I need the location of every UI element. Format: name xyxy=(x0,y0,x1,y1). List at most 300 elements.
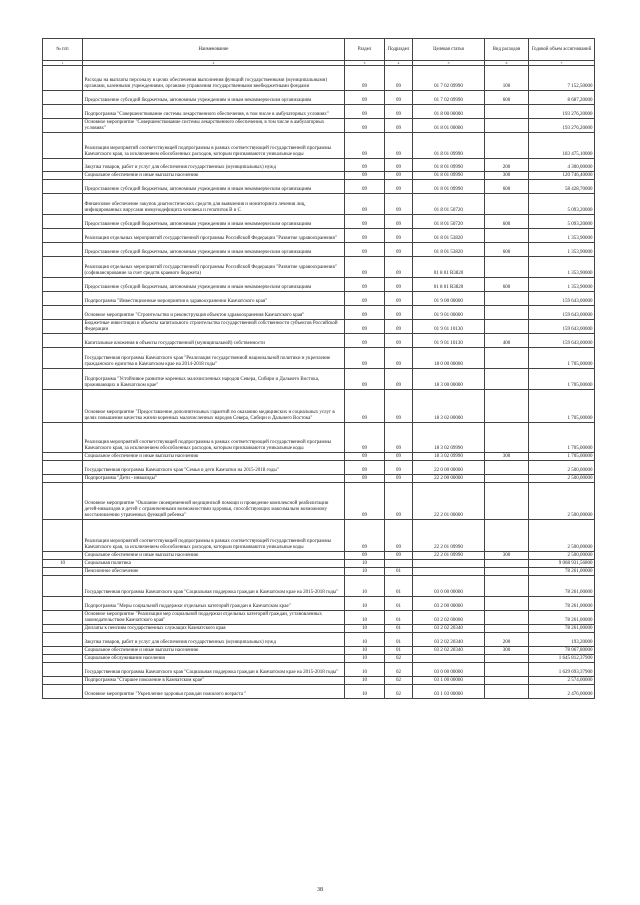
row-section: 10 xyxy=(345,597,385,611)
row-subsection: 09 xyxy=(385,461,413,475)
row-expense-type xyxy=(485,611,529,625)
row-name: Подпрограмма "Инвестиционные мероприятия в здравоохранении Камчатского края" xyxy=(83,292,345,306)
row-amount: 1 353,90000 xyxy=(529,243,595,257)
row-section: 09 xyxy=(345,215,385,229)
row-name: Предоставление субсидий бюджетным, автономным учреждениям и иным некоммерческим организациям xyxy=(83,180,345,194)
row-section: 09 xyxy=(345,552,385,560)
row-section: 10 xyxy=(345,677,385,685)
table-row xyxy=(43,576,595,597)
table-row xyxy=(43,647,595,655)
row-number xyxy=(43,633,83,647)
row-name: Основное мероприятие "Реализация мер социальной поддержки отдельных категорий граждан, установленных законодательством Камчатского края" xyxy=(83,611,345,625)
row-number xyxy=(43,119,83,133)
column-index: 4 xyxy=(385,61,413,66)
row-section: 10 xyxy=(345,576,385,597)
row-section: 09 xyxy=(345,105,385,119)
row-section: 09 xyxy=(345,229,385,243)
table-row xyxy=(43,369,595,390)
row-target-code: 18 3 02 09990 xyxy=(413,423,485,453)
row-amount: 78 261,00000 xyxy=(529,625,595,633)
row-name: Основное мероприятие "Предоставление дополнительных гарантий по оказанию медицинских и социальных услуг в целях повышения качества жизни коренных малочисленных народов Севера, Сибири и Дальнего Востока" xyxy=(83,390,345,423)
row-section: 09 xyxy=(345,334,385,348)
row-name: Реализация отдельных мероприятий государственной программы Российской Федерации "Развитие здравоохранения" (софинансирование за счет средств краевого бюджета) xyxy=(83,257,345,278)
row-subsection: 09 xyxy=(385,243,413,257)
row-name: Предоставление субсидий бюджетным, автономным учреждениям и иным некоммерческим организациям xyxy=(83,91,345,105)
row-subsection: 01 xyxy=(385,597,413,611)
row-amount: 5 093,20000 xyxy=(529,215,595,229)
row-name: Социальное обеспечение и иные выплаты населению xyxy=(83,172,345,180)
row-number xyxy=(43,625,83,633)
row-expense-type xyxy=(485,461,529,475)
row-target-code: 22 2 00 00000 xyxy=(413,475,485,483)
row-section: 09 xyxy=(345,180,385,194)
row-number xyxy=(43,133,83,159)
row-subsection: 01 xyxy=(385,647,413,655)
row-subsection: 01 xyxy=(385,633,413,647)
row-amount: 1 705,00000 xyxy=(529,453,595,461)
header-expense: Вид расходов xyxy=(485,39,529,61)
row-number xyxy=(43,306,83,320)
column-index: 5 xyxy=(413,61,485,66)
row-subsection: 09 xyxy=(385,105,413,119)
row-target-code: 01 8 01 50720 xyxy=(413,215,485,229)
row-target-code: 03 0 00 00000 xyxy=(413,576,485,597)
row-number xyxy=(43,663,83,677)
row-target-code: 03 1 03 00000 xyxy=(413,685,485,699)
header-subsection: Подраздел xyxy=(385,39,413,61)
row-name: Закупка товаров, работ и услуг для обеспечения государственных (муниципальных) нужд xyxy=(83,633,345,647)
row-subsection: 09 xyxy=(385,172,413,180)
row-section: 09 xyxy=(345,475,385,483)
row-section: 09 xyxy=(345,278,385,292)
row-target-code: 01 7 02 09990 xyxy=(413,66,485,91)
row-section: 09 xyxy=(345,91,385,105)
row-expense-type: 600 xyxy=(485,215,529,229)
row-section: 09 xyxy=(345,172,385,180)
row-section: 09 xyxy=(345,483,385,520)
header-name: Наименование xyxy=(83,39,345,61)
row-name: Финансовое обеспечение закупок диагностических средств для выявления и мониторинга лечения лиц, инфицированных вирусами иммунодефицита человека и гепатитов В и С xyxy=(83,194,345,215)
row-target-code: 18 3 02 09990 xyxy=(413,453,485,461)
row-name: Социальное обеспечение и иные выплаты населению xyxy=(83,552,345,560)
row-amount: 2 500,00000 xyxy=(529,483,595,520)
budget-table xyxy=(42,38,595,699)
row-expense-type xyxy=(485,105,529,119)
row-name: Бюджетные инвестиции в объекты капитального строительства государственной собственности субъектов Российской Федерации xyxy=(83,320,345,334)
row-expense-type xyxy=(485,348,529,369)
row-section: 09 xyxy=(345,133,385,159)
table-row xyxy=(43,257,595,278)
row-amount: 8 687,20000 xyxy=(529,91,595,105)
row-subsection: 09 xyxy=(385,552,413,560)
row-section: 10 xyxy=(345,611,385,625)
row-name: Реализация отдельных мероприятий государственной программы Российской Федерации "Развитие здравоохранения" xyxy=(83,229,345,243)
row-amount: 78 067,80000 xyxy=(529,647,595,655)
header-num: № п/п xyxy=(43,39,83,61)
row-section: 10 xyxy=(345,655,385,663)
row-number xyxy=(43,348,83,369)
row-name: Государственная программа Камчатского края "Семья и дети Камчатки на 2015-2018 годы" xyxy=(83,461,345,475)
document-page xyxy=(42,38,594,699)
row-number xyxy=(43,423,83,453)
row-amount: 1 705,00000 xyxy=(529,369,595,390)
row-subsection: 09 xyxy=(385,278,413,292)
row-section: 10 xyxy=(345,663,385,677)
row-name: Подпрограмма "Устойчивое развитие коренных малочисленных народов Севера, Сибири и Дальнего Востока, проживающих в Камчатском крае" xyxy=(83,369,345,390)
row-name: Подпрограмма "Старшее поколение в Камчатском крае" xyxy=(83,677,345,685)
row-subsection: 09 xyxy=(385,306,413,320)
table-row xyxy=(43,306,595,320)
row-amount: 193 276,20000 xyxy=(529,119,595,133)
table-row xyxy=(43,105,595,119)
row-expense-type xyxy=(485,568,529,576)
row-number: 10 xyxy=(43,560,83,568)
row-target-code: 03 2 02 20340 xyxy=(413,625,485,633)
table-row xyxy=(43,159,595,172)
row-name: Социальное обслуживание населения xyxy=(83,655,345,663)
row-name: Основное мероприятие "Оказание своевременной медицинской помощи и проведение комплексной реабилитации детей-инвалидов и детей с ограниченными возможностями здоровья, способствующих максимально возможному восстановлению утраченных функций ребенка" xyxy=(83,483,345,520)
row-expense-type: 400 xyxy=(485,334,529,348)
row-number xyxy=(43,475,83,483)
table-row xyxy=(43,655,595,663)
row-amount: 159 643,00000 xyxy=(529,320,595,334)
row-subsection: 09 xyxy=(385,334,413,348)
row-subsection: 09 xyxy=(385,119,413,133)
row-number xyxy=(43,229,83,243)
table-row xyxy=(43,229,595,243)
table-row xyxy=(43,390,595,423)
row-number xyxy=(43,568,83,576)
row-target-code: 03 2 00 00000 xyxy=(413,597,485,611)
row-expense-type xyxy=(485,194,529,215)
row-target-code: 22 2 01 09990 xyxy=(413,552,485,560)
row-number xyxy=(43,369,83,390)
table-row xyxy=(43,520,595,552)
row-expense-type xyxy=(485,663,529,677)
row-number xyxy=(43,483,83,520)
row-section: 09 xyxy=(345,320,385,334)
row-subsection: 09 xyxy=(385,369,413,390)
row-number xyxy=(43,194,83,215)
row-amount: 183 475,10000 xyxy=(529,133,595,159)
table-row xyxy=(43,91,595,105)
row-target-code: 01 8 01 09990 xyxy=(413,133,485,159)
row-target-code: 01 8 01 R3820 xyxy=(413,278,485,292)
table-row xyxy=(43,348,595,369)
row-name: Предоставление субсидий бюджетным, автономным учреждениям и иным некоммерческим организациям xyxy=(83,278,345,292)
row-subsection: 09 xyxy=(385,483,413,520)
row-target-code: 01 9 00 00000 xyxy=(413,292,485,306)
row-name: Социальная политика xyxy=(83,560,345,568)
row-section: 09 xyxy=(345,119,385,133)
page-number: 38 xyxy=(317,887,323,893)
table-row xyxy=(43,483,595,520)
row-amount: 1 353,90000 xyxy=(529,229,595,243)
row-expense-type xyxy=(485,320,529,334)
row-target-code: 03 2 02 20340 xyxy=(413,647,485,655)
row-number xyxy=(43,552,83,560)
row-name: Предоставление субсидий бюджетным, автономным учреждениям и иным некоммерческим организациям xyxy=(83,243,345,257)
row-target-code xyxy=(413,655,485,663)
row-expense-type: 200 xyxy=(485,633,529,647)
row-name: Капитальные вложения в объекты государственной (муниципальной) собственности xyxy=(83,334,345,348)
table-header-row xyxy=(43,39,595,61)
row-name: Государственная программа Камчатского края "Социальная поддержка граждан в Камчатском крае на 2015-2018 годы" xyxy=(83,576,345,597)
table-row xyxy=(43,685,595,699)
row-name: Социальное обеспечение и иные выплаты населению xyxy=(83,647,345,655)
row-section: 09 xyxy=(345,292,385,306)
row-subsection: 09 xyxy=(385,133,413,159)
row-target-code: 01 8 01 R3820 xyxy=(413,257,485,278)
row-target-code: 01 9 01 10130 xyxy=(413,334,485,348)
row-section: 10 xyxy=(345,568,385,576)
row-target-code: 01 9 01 00000 xyxy=(413,306,485,320)
row-target-code: 01 8 01 53820 xyxy=(413,243,485,257)
row-subsection: 02 xyxy=(385,655,413,663)
column-index: 6 xyxy=(485,61,529,66)
row-name: Пенсионное обеспечение xyxy=(83,568,345,576)
row-target-code xyxy=(413,560,485,568)
row-expense-type: 300 xyxy=(485,647,529,655)
row-expense-type: 300 xyxy=(485,552,529,560)
row-number xyxy=(43,215,83,229)
table-row xyxy=(43,243,595,257)
row-amount: 4 300,00000 xyxy=(529,159,595,172)
row-amount: 7 152,50000 xyxy=(529,66,595,91)
table-row xyxy=(43,461,595,475)
row-number xyxy=(43,685,83,699)
table-row xyxy=(43,278,595,292)
table-row xyxy=(43,194,595,215)
row-expense-type xyxy=(485,292,529,306)
row-subsection: 09 xyxy=(385,257,413,278)
row-target-code xyxy=(413,568,485,576)
row-target-code: 03 1 00 00000 xyxy=(413,677,485,685)
row-section: 09 xyxy=(345,461,385,475)
row-target-code: 18 3 02 00000 xyxy=(413,390,485,423)
row-expense-type: 600 xyxy=(485,91,529,105)
row-name: Реализация мероприятий соответствующей подпрограммы в рамках соответствующей государственной программы Камчатского края, за исключением обособленных расходов, которым присваиваются уникальные коды xyxy=(83,423,345,453)
table-row xyxy=(43,119,595,133)
row-amount: 1 705,00000 xyxy=(529,348,595,369)
row-section: 09 xyxy=(345,423,385,453)
row-expense-type xyxy=(485,560,529,568)
row-number xyxy=(43,243,83,257)
row-number xyxy=(43,105,83,119)
row-expense-type xyxy=(485,685,529,699)
row-target-code: 01 8 01 00000 xyxy=(413,119,485,133)
table-row xyxy=(43,320,595,334)
row-amount: 2 500,00000 xyxy=(529,520,595,552)
row-amount: 5 093,20000 xyxy=(529,194,595,215)
table-row xyxy=(43,568,595,576)
row-subsection: 09 xyxy=(385,520,413,552)
row-expense-type xyxy=(485,677,529,685)
header-amount: Годовой объем ассигнований xyxy=(529,39,595,61)
row-name: Предоставление субсидий бюджетным, автономным учреждениям и иным некоммерческим организациям xyxy=(83,215,345,229)
row-amount: 78 261,00000 xyxy=(529,597,595,611)
row-section: 09 xyxy=(345,257,385,278)
row-target-code: 18 0 00 00000 xyxy=(413,348,485,369)
row-name: Реализация мероприятий соответствующей подпрограммы в рамках соответствующей государственной программы Камчатского края, за исключением обособленных расходов, которым присваиваются уникальные коды xyxy=(83,520,345,552)
row-subsection: 09 xyxy=(385,320,413,334)
row-section: 09 xyxy=(345,243,385,257)
row-expense-type xyxy=(485,625,529,633)
row-section: 09 xyxy=(345,348,385,369)
row-subsection: 09 xyxy=(385,475,413,483)
row-expense-type xyxy=(485,133,529,159)
row-number xyxy=(43,320,83,334)
row-number xyxy=(43,180,83,194)
row-expense-type xyxy=(485,520,529,552)
row-number xyxy=(43,278,83,292)
row-number xyxy=(43,520,83,552)
row-amount: 1 645 812,37900 xyxy=(529,655,595,663)
row-number xyxy=(43,390,83,423)
table-row xyxy=(43,633,595,647)
row-section: 10 xyxy=(345,647,385,655)
table-row xyxy=(43,334,595,348)
row-target-code: 01 7 02 09990 xyxy=(413,91,485,105)
row-expense-type xyxy=(485,257,529,278)
row-number xyxy=(43,91,83,105)
row-number xyxy=(43,611,83,625)
row-subsection: 09 xyxy=(385,215,413,229)
row-expense-type xyxy=(485,119,529,133)
row-subsection: 02 xyxy=(385,685,413,699)
row-name: Подпрограмма "Меры социальной поддержки отдельных категорий граждан в Камчатском крае" xyxy=(83,597,345,611)
row-expense-type xyxy=(485,597,529,611)
row-number xyxy=(43,655,83,663)
row-subsection: 02 xyxy=(385,677,413,685)
row-subsection: 09 xyxy=(385,180,413,194)
row-subsection: 09 xyxy=(385,390,413,423)
row-section: 09 xyxy=(345,369,385,390)
row-target-code: 22 2 01 09990 xyxy=(413,520,485,552)
table-row xyxy=(43,215,595,229)
row-target-code: 01 8 01 50720 xyxy=(413,194,485,215)
row-amount: 120 746,40000 xyxy=(529,172,595,180)
row-number xyxy=(43,66,83,91)
row-subsection: 01 xyxy=(385,568,413,576)
row-target-code: 01 8 01 09990 xyxy=(413,159,485,172)
row-target-code: 18 3 00 00000 xyxy=(413,369,485,390)
row-expense-type xyxy=(485,576,529,597)
row-number xyxy=(43,334,83,348)
row-number xyxy=(43,597,83,611)
header-section: Раздел xyxy=(345,39,385,61)
row-expense-type xyxy=(485,390,529,423)
row-name: Подпрограмма "Совершенствование системы лекарственного обеспечения, в том числе в амбулаторных условиях" xyxy=(83,105,345,119)
row-amount: 2 500,00000 xyxy=(529,552,595,560)
row-expense-type: 100 xyxy=(485,66,529,91)
row-amount: 1 705,00000 xyxy=(529,390,595,423)
row-number xyxy=(43,647,83,655)
column-index: 2 xyxy=(83,61,345,66)
row-amount: 1 705,00000 xyxy=(529,423,595,453)
row-number xyxy=(43,172,83,180)
column-index: 3 xyxy=(345,61,385,66)
table-row xyxy=(43,292,595,306)
row-section: 10 xyxy=(345,633,385,647)
row-subsection: 01 xyxy=(385,611,413,625)
row-amount: 193,20000 xyxy=(529,633,595,647)
row-amount: 1 353,90000 xyxy=(529,257,595,278)
row-name: Закупка товаров, работ и услуг для обеспечения государственных (муниципальных) нужд xyxy=(83,159,345,172)
row-amount: 2 500,00000 xyxy=(529,475,595,483)
row-target-code: 01 8 00 00000 xyxy=(413,105,485,119)
row-name: Расходы на выплаты персоналу в целях обеспечения выполнения функций государственными (муниципальными) органами, казенными учреждениями, органами управления государственными внебюджетными фондами xyxy=(83,66,345,91)
row-section: 09 xyxy=(345,306,385,320)
row-expense-type: 600 xyxy=(485,180,529,194)
row-section: 10 xyxy=(345,625,385,633)
row-target-code: 03 0 00 00000 xyxy=(413,663,485,677)
row-amount: 159 643,00000 xyxy=(529,306,595,320)
row-amount: 159 643,00000 xyxy=(529,292,595,306)
row-amount: 2 574,00000 xyxy=(529,677,595,685)
row-amount: 2 500,00000 xyxy=(529,461,595,475)
row-subsection: 01 xyxy=(385,625,413,633)
row-number xyxy=(43,257,83,278)
table-row xyxy=(43,133,595,159)
row-expense-type: 200 xyxy=(485,159,529,172)
table-row xyxy=(43,625,595,633)
row-subsection xyxy=(385,560,413,568)
table-row xyxy=(43,597,595,611)
row-expense-type xyxy=(485,483,529,520)
table-row xyxy=(43,560,595,568)
row-subsection: 02 xyxy=(385,663,413,677)
row-section: 09 xyxy=(345,66,385,91)
row-number xyxy=(43,677,83,685)
row-subsection: 09 xyxy=(385,66,413,91)
row-section: 09 xyxy=(345,390,385,423)
row-target-code: 22 2 01 00000 xyxy=(413,483,485,520)
row-expense-type: 300 xyxy=(485,172,529,180)
table-row xyxy=(43,663,595,677)
row-target-code: 22 0 00 00000 xyxy=(413,461,485,475)
row-subsection: 09 xyxy=(385,292,413,306)
row-target-code: 01 9 01 10130 xyxy=(413,320,485,334)
table-row xyxy=(43,172,595,180)
row-name: Доплаты к пенсиям государственных служащих Камчатского края xyxy=(83,625,345,633)
row-number xyxy=(43,453,83,461)
row-expense-type xyxy=(485,306,529,320)
row-section: 09 xyxy=(345,159,385,172)
row-amount: 2 476,00000 xyxy=(529,685,595,699)
row-target-code: 01 8 01 09990 xyxy=(413,172,485,180)
row-subsection: 09 xyxy=(385,159,413,172)
table-row xyxy=(43,66,595,91)
row-expense-type xyxy=(485,423,529,453)
row-expense-type: 600 xyxy=(485,243,529,257)
row-expense-type: 300 xyxy=(485,453,529,461)
table-row xyxy=(43,180,595,194)
table-row xyxy=(43,611,595,625)
table-body xyxy=(43,66,595,699)
table-row xyxy=(43,453,595,461)
row-subsection: 09 xyxy=(385,91,413,105)
row-amount: 78 261,00000 xyxy=(529,611,595,625)
row-section: 09 xyxy=(345,194,385,215)
row-section: 09 xyxy=(345,453,385,461)
row-target-code: 03 2 02 20340 xyxy=(413,633,485,647)
row-amount: 1 353,90000 xyxy=(529,278,595,292)
header-target: Целевая статья xyxy=(413,39,485,61)
row-name: Социальное обеспечение и иные выплаты населению xyxy=(83,453,345,461)
table-row xyxy=(43,552,595,560)
row-subsection: 09 xyxy=(385,194,413,215)
